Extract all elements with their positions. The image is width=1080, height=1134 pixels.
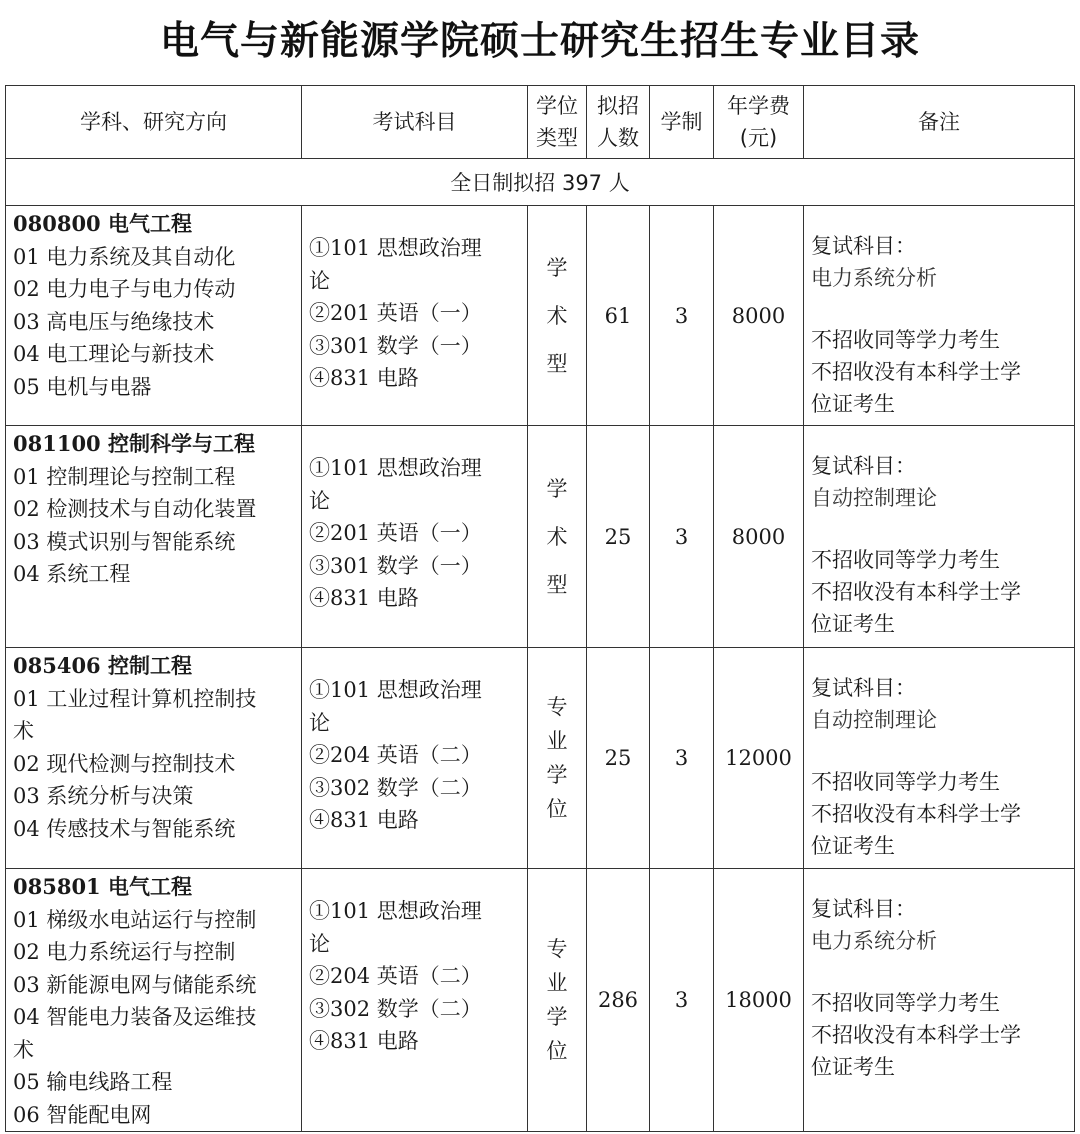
exam-subject: ④831 电路 — [309, 586, 419, 610]
research-direction: 05 电机与电器 — [13, 374, 152, 399]
header-degree-type: 学位 类型 — [528, 86, 587, 159]
research-direction: 04 智能电力装备及运维技 — [13, 1005, 257, 1029]
retest-label: 复试科目： — [811, 234, 916, 258]
research-direction: 06 智能配电网 — [13, 1102, 152, 1127]
duration-cell: 3 — [650, 869, 714, 1132]
exam-subject: ①101 思想政治理 — [309, 236, 482, 260]
research-direction: 02 检测技术与自动化装置 — [13, 497, 257, 521]
exam-subject: 论 — [309, 931, 330, 956]
admission-note: 不招收没有本科学士学 — [811, 802, 1021, 826]
degree-type-cell: 学 术 型 — [528, 206, 587, 426]
retest-subject: 电力系统分析 — [811, 929, 937, 953]
research-direction: 01 电力系统及其自动化 — [13, 244, 236, 269]
admission-note: 位证考生 — [811, 612, 895, 636]
remarks-cell — [804, 206, 1075, 426]
fee-cell: 8000 — [714, 426, 804, 648]
research-direction: 01 工业过程计算机控制技 — [13, 686, 257, 711]
research-direction: 01 控制理论与控制工程 — [13, 464, 236, 489]
program-code-name: 081100 控制科学与工程 — [13, 431, 255, 456]
exam-subject: 论 — [309, 268, 330, 293]
header-fee: 年学费 (元) — [714, 86, 804, 159]
header-exams: 考试科目 — [302, 86, 528, 159]
admission-notes — [811, 324, 1074, 420]
research-direction: 04 系统工程 — [13, 562, 131, 586]
research-direction: 术 — [13, 719, 34, 743]
subject-cell — [6, 426, 302, 648]
page-title: 电气与新能源学院硕士研究生招生专业目录 — [159, 19, 920, 64]
remarks-cell — [804, 869, 1075, 1132]
research-direction: 03 高电压与绝缘技术 — [13, 309, 215, 334]
duration-cell: 3 — [650, 206, 714, 426]
exam-subject: ③301 数学（一） — [309, 553, 482, 578]
research-direction: 04 电工理论与新技术 — [13, 342, 215, 366]
exam-subject: ④831 电路 — [309, 366, 419, 390]
admission-note: 不招收没有本科学士学 — [811, 580, 1021, 604]
exams-cell — [302, 426, 528, 648]
admission-note: 位证考生 — [811, 392, 895, 416]
retest-subject: 自动控制理论 — [811, 708, 937, 732]
exam-subject: ②201 英语（一） — [309, 301, 482, 325]
header-duration: 学制 — [650, 86, 714, 159]
fee-cell: 18000 — [714, 869, 804, 1132]
program-row — [6, 648, 1075, 869]
admission-note: 不招收同等学力考生 — [811, 991, 1000, 1015]
admission-note: 不招收同等学力考生 — [811, 770, 1000, 794]
retest-label: 复试科目： — [811, 454, 916, 478]
exam-subject: ④831 电路 — [309, 1029, 419, 1053]
admission-note: 不招收没有本科学士学 — [811, 1023, 1021, 1047]
admission-note: 位证考生 — [811, 834, 895, 858]
exam-subject: ②204 英语（二） — [309, 964, 482, 988]
program-row — [6, 869, 1075, 1132]
research-direction: 02 现代检测与控制技术 — [13, 751, 236, 776]
header-subject: 学科、研究方向 — [6, 86, 302, 159]
quota-cell: 61 — [587, 206, 650, 426]
exam-subject: ①101 思想政治理 — [309, 678, 482, 702]
exam-subject: ①101 思想政治理 — [309, 456, 482, 480]
admission-note: 位证考生 — [811, 1055, 895, 1079]
retest-subject: 自动控制理论 — [811, 486, 937, 510]
summary-row — [6, 159, 1075, 206]
admission-notes — [811, 544, 1074, 640]
degree-type-cell: 专 业 学 位 — [528, 648, 587, 869]
research-direction: 04 传感技术与智能系统 — [13, 816, 236, 841]
research-direction: 01 梯级水电站运行与控制 — [13, 907, 257, 932]
exam-subject: ②204 英语（二） — [309, 743, 482, 767]
quota-cell: 25 — [587, 648, 650, 869]
research-direction: 术 — [13, 1037, 34, 1062]
research-direction: 05 输电线路工程 — [13, 1070, 173, 1094]
admission-note: 不招收没有本科学士学 — [811, 360, 1021, 384]
program-row — [6, 206, 1075, 426]
subject-cell — [6, 648, 302, 869]
exam-subject: ③301 数学（一） — [309, 333, 482, 358]
header-row — [6, 86, 1075, 159]
subject-cell — [6, 869, 302, 1132]
exam-subject: ①101 思想政治理 — [309, 899, 482, 923]
retest-label: 复试科目： — [811, 676, 916, 700]
duration-cell: 3 — [650, 426, 714, 648]
subject-cell — [6, 206, 302, 426]
full-time-summary: 全日制拟招 397 人 — [6, 159, 1075, 206]
research-direction: 03 模式识别与智能系统 — [13, 529, 236, 554]
retest-subject: 电力系统分析 — [811, 266, 937, 290]
degree-type-cell: 专 业 学 位 — [528, 869, 587, 1132]
admission-notes — [811, 766, 1074, 862]
research-direction: 03 新能源电网与储能系统 — [13, 972, 257, 997]
header-remarks: 备注 — [804, 86, 1075, 159]
exams-cell — [302, 206, 528, 426]
research-direction: 02 电力电子与电力传动 — [13, 277, 236, 301]
fee-cell: 12000 — [714, 648, 804, 869]
program-row — [6, 426, 1075, 648]
program-code-name: 080800 电气工程 — [13, 211, 192, 236]
duration-cell: 3 — [650, 648, 714, 869]
admissions-catalog-table — [5, 85, 1075, 1132]
fee-cell: 8000 — [714, 206, 804, 426]
research-direction: 03 系统分析与决策 — [13, 784, 194, 808]
exam-subject: ②201 英语（一） — [309, 521, 482, 545]
header-quota: 拟招 人数 — [587, 86, 650, 159]
exam-subject: 论 — [309, 710, 330, 735]
exams-cell — [302, 869, 528, 1132]
admission-note: 不招收同等学力考生 — [811, 328, 1000, 352]
degree-type-cell: 学 术 型 — [528, 426, 587, 648]
retest-label: 复试科目： — [811, 897, 916, 921]
program-code-name: 085801 电气工程 — [13, 874, 192, 899]
remarks-cell — [804, 426, 1075, 648]
research-direction: 02 电力系统运行与控制 — [13, 940, 236, 964]
quota-cell: 286 — [587, 869, 650, 1132]
admission-notes — [811, 987, 1074, 1083]
exams-cell — [302, 648, 528, 869]
remarks-cell — [804, 648, 1075, 869]
admission-note: 不招收同等学力考生 — [811, 548, 1000, 572]
exam-subject: ③302 数学（二） — [309, 996, 482, 1021]
program-code-name: 085406 控制工程 — [13, 653, 192, 678]
quota-cell: 25 — [587, 426, 650, 648]
exam-subject: ③302 数学（二） — [309, 775, 482, 800]
exam-subject: 论 — [309, 488, 330, 513]
exam-subject: ④831 电路 — [309, 808, 419, 832]
